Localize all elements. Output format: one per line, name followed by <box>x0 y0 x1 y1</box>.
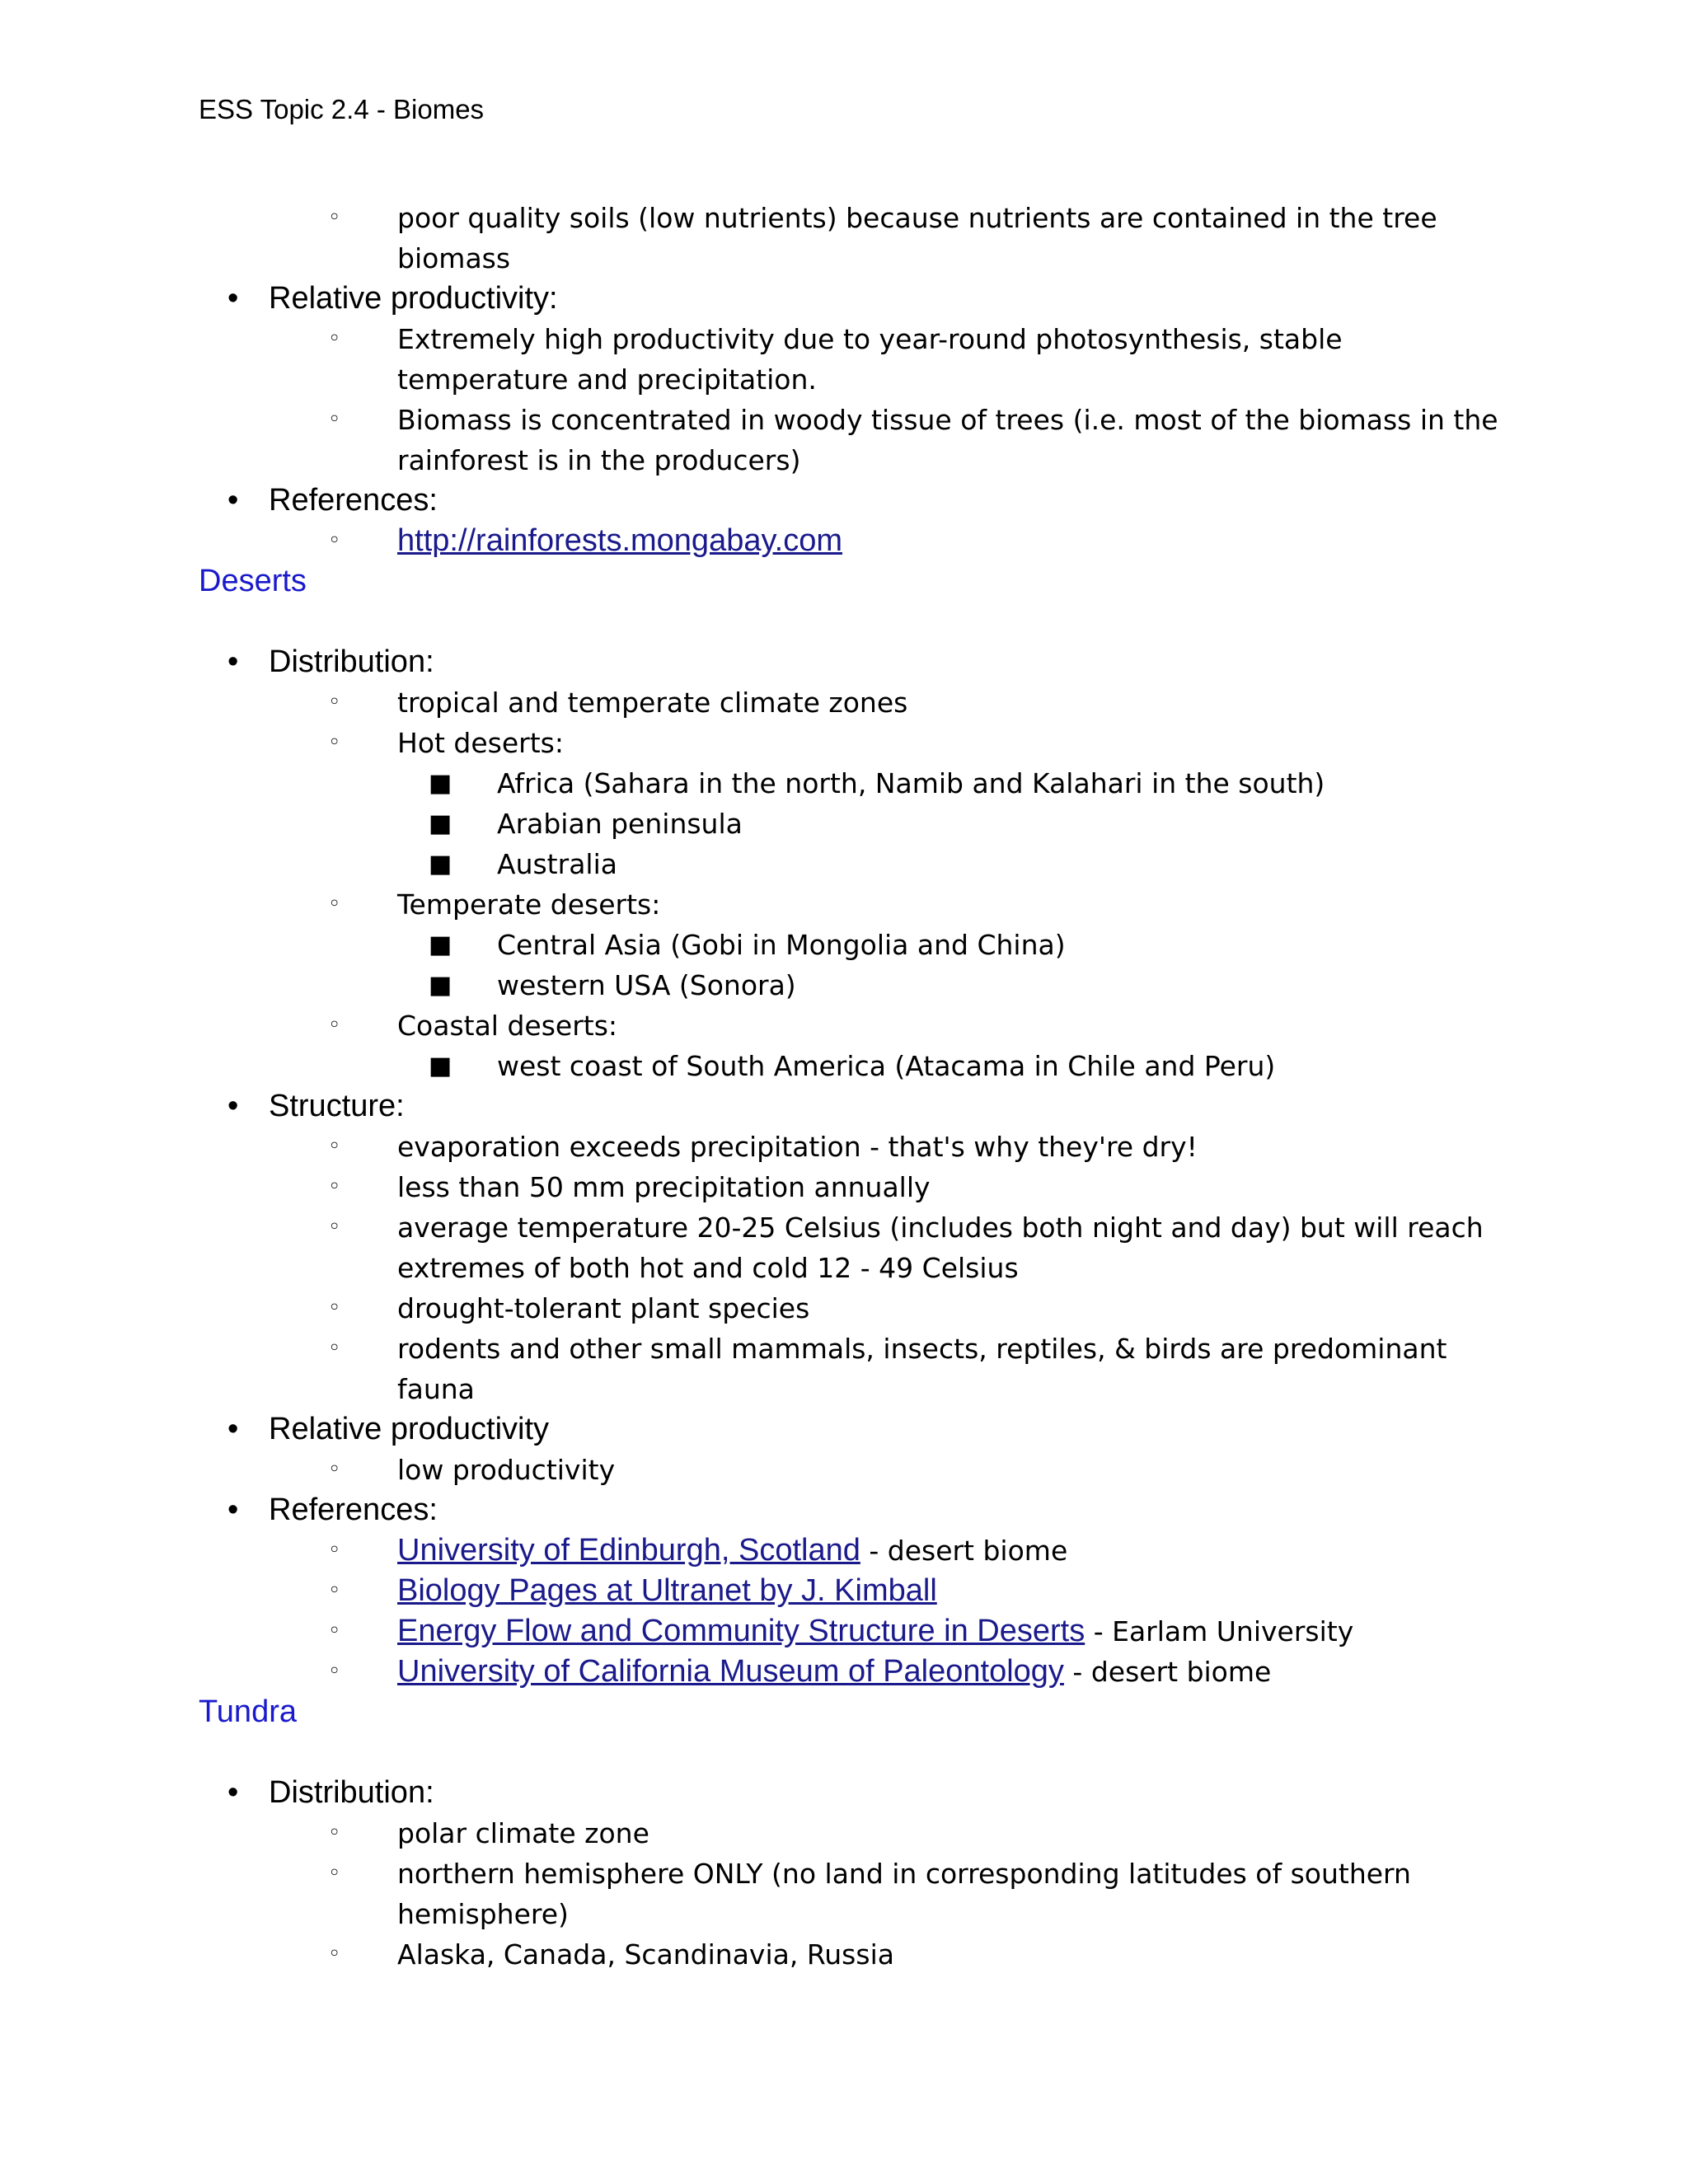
list-item-text: Temperate deserts: <box>397 888 661 921</box>
square-bullet-icon: ■ <box>429 1052 452 1080</box>
reference-suffix: - desert biome <box>1063 1656 1272 1688</box>
circle-bullet-icon: ◦ <box>328 1296 341 1320</box>
circle-bullet-icon: ◦ <box>328 205 341 230</box>
bullet-icon: • <box>227 644 239 679</box>
circle-bullet-icon: ◦ <box>328 1619 341 1643</box>
circle-bullet-icon: ◦ <box>328 1578 341 1603</box>
circle-bullet-icon: ◦ <box>328 1215 341 1240</box>
list-item-text: Australia <box>497 848 617 880</box>
bullet-icon: • <box>227 1493 239 1527</box>
circle-bullet-icon: ◦ <box>328 1942 341 1966</box>
circle-bullet-icon: ◦ <box>328 1336 341 1361</box>
list-item <box>0 642 1688 682</box>
square-bullet-icon: ■ <box>429 769 452 798</box>
list-item-label: Relative productivity: <box>269 281 558 316</box>
list-item <box>0 1409 1688 1450</box>
square-bullet-icon: ■ <box>429 971 452 1000</box>
bullet-icon: • <box>227 483 239 518</box>
list-item-text: Arabian peninsula <box>497 808 743 840</box>
list-item <box>0 1329 1518 1409</box>
bullet-icon: • <box>227 1412 239 1446</box>
square-bullet-icon: ■ <box>429 809 452 838</box>
list-item <box>0 1086 1688 1127</box>
reference-suffix: - desert biome <box>860 1535 1068 1567</box>
list-item <box>0 279 1688 319</box>
list-item-label: References: <box>269 483 438 518</box>
list-item-text: rodents and other small mammals, insects, reptiles, & birds are predominant fauna <box>397 1333 1447 1405</box>
circle-bullet-icon: ◦ <box>328 1659 341 1684</box>
list-item <box>0 480 1688 521</box>
circle-bullet-icon: ◦ <box>328 528 341 553</box>
list-item-text: west coast of South America (Atacama in Chile and Peru) <box>497 1050 1276 1082</box>
list-item <box>0 1571 1518 1611</box>
square-bullet-icon: ■ <box>429 930 452 959</box>
list-item-text: polar climate zone <box>397 1817 649 1849</box>
circle-bullet-icon: ◦ <box>328 1013 341 1038</box>
list-item-label: Distribution: <box>269 1775 434 1810</box>
list-item <box>0 1005 1518 1046</box>
section-heading-deserts: Deserts <box>199 564 307 598</box>
list-item <box>0 682 1518 723</box>
list-item <box>0 1773 1688 1813</box>
circle-bullet-icon: ◦ <box>328 326 341 351</box>
circle-bullet-icon: ◦ <box>328 1174 341 1199</box>
reference-link[interactable]: University of California Museum of Paleontology <box>397 1654 1064 1689</box>
list-item <box>0 1046 1568 1086</box>
circle-bullet-icon: ◦ <box>328 1457 341 1482</box>
square-bullet-icon: ■ <box>429 850 452 879</box>
list-item <box>0 1450 1518 1490</box>
list-item <box>0 1652 1518 1692</box>
list-item-text: drought-tolerant plant species <box>397 1292 810 1324</box>
circle-bullet-icon: ◦ <box>328 407 341 432</box>
circle-bullet-icon: ◦ <box>328 690 341 715</box>
list-item-label: Distribution: <box>269 644 434 679</box>
list-item-text: western USA (Sonora) <box>497 969 796 1001</box>
list-item <box>0 319 1518 400</box>
list-item-label: Structure: <box>269 1089 405 1123</box>
list-item-text: poor quality soils (low nutrients) because nutrients are contained in the tree biomass <box>397 202 1437 274</box>
bullet-icon: • <box>227 281 239 316</box>
bullet-icon: • <box>227 1089 239 1123</box>
section-heading-tundra: Tundra <box>199 1694 297 1729</box>
list-item-text: northern hemisphere ONLY (no land in corresponding latitudes of southern hemisphere) <box>397 1858 1411 1930</box>
list-item <box>0 521 1518 561</box>
list-item-text: Extremely high productivity due to year-round photosynthesis, stable temperature and precipitation. <box>397 323 1343 396</box>
list-item-label: References: <box>269 1493 438 1527</box>
list-item <box>0 723 1518 763</box>
list-item <box>0 1530 1518 1571</box>
list-item <box>0 1813 1518 1854</box>
list-item <box>0 1207 1518 1288</box>
list-item <box>0 844 1568 884</box>
list-item-text: average temperature 20-25 Celsius (includes both night and day) but will reach extremes of both hot and cold 12 - 49 Celsius <box>397 1212 1484 1284</box>
list-item-text: Africa (Sahara in the north, Namib and Kalahari in the south) <box>497 767 1325 799</box>
reference-suffix: - Earlam University <box>1085 1615 1354 1647</box>
circle-bullet-icon: ◦ <box>328 1538 341 1563</box>
list-item-text: low productivity <box>397 1454 616 1486</box>
circle-bullet-icon: ◦ <box>328 1134 341 1159</box>
list-item-label: Relative productivity <box>269 1412 550 1446</box>
list-item <box>0 1934 1518 1975</box>
list-item <box>0 925 1568 965</box>
circle-bullet-icon: ◦ <box>328 892 341 916</box>
list-item <box>0 1490 1688 1530</box>
circle-bullet-icon: ◦ <box>328 1861 341 1886</box>
reference-link[interactable]: Energy Flow and Community Structure in Deserts <box>397 1614 1085 1648</box>
list-item <box>0 1127 1518 1167</box>
reference-link[interactable]: Biology Pages at Ultranet by J. Kimball <box>397 1573 937 1608</box>
bullet-icon: • <box>227 1775 239 1810</box>
reference-link[interactable]: http://rainforests.mongabay.com <box>397 523 842 558</box>
list-item <box>0 198 1518 279</box>
list-item-text: Biomass is concentrated in woody tissue of trees (i.e. most of the biomass in the rainforest is in the producers) <box>397 404 1498 476</box>
document-body <box>0 198 1688 1975</box>
list-item <box>0 804 1568 844</box>
circle-bullet-icon: ◦ <box>328 730 341 755</box>
list-item <box>0 884 1518 925</box>
circle-bullet-icon: ◦ <box>328 1821 341 1845</box>
list-item-text: evaporation exceeds precipitation - that's why they're dry! <box>397 1131 1198 1163</box>
list-item-text: Central Asia (Gobi in Mongolia and China) <box>497 929 1066 961</box>
list-item-text: less than 50 mm precipitation annually <box>397 1171 931 1203</box>
list-item <box>0 1288 1518 1329</box>
list-item-text: Hot deserts: <box>397 727 564 759</box>
list-item <box>0 763 1568 804</box>
list-item <box>0 1167 1518 1207</box>
list-item <box>0 1611 1518 1652</box>
list-item-text: Coastal deserts: <box>397 1010 618 1042</box>
reference-link[interactable]: University of Edinburgh, Scotland <box>397 1533 860 1568</box>
list-item <box>0 400 1518 480</box>
page-header: ESS Topic 2.4 - Biomes <box>199 94 485 124</box>
list-item-text: Alaska, Canada, Scandinavia, Russia <box>397 1938 894 1971</box>
list-item <box>0 1854 1518 1934</box>
list-item-text: tropical and temperate climate zones <box>397 687 908 719</box>
list-item <box>0 965 1568 1005</box>
